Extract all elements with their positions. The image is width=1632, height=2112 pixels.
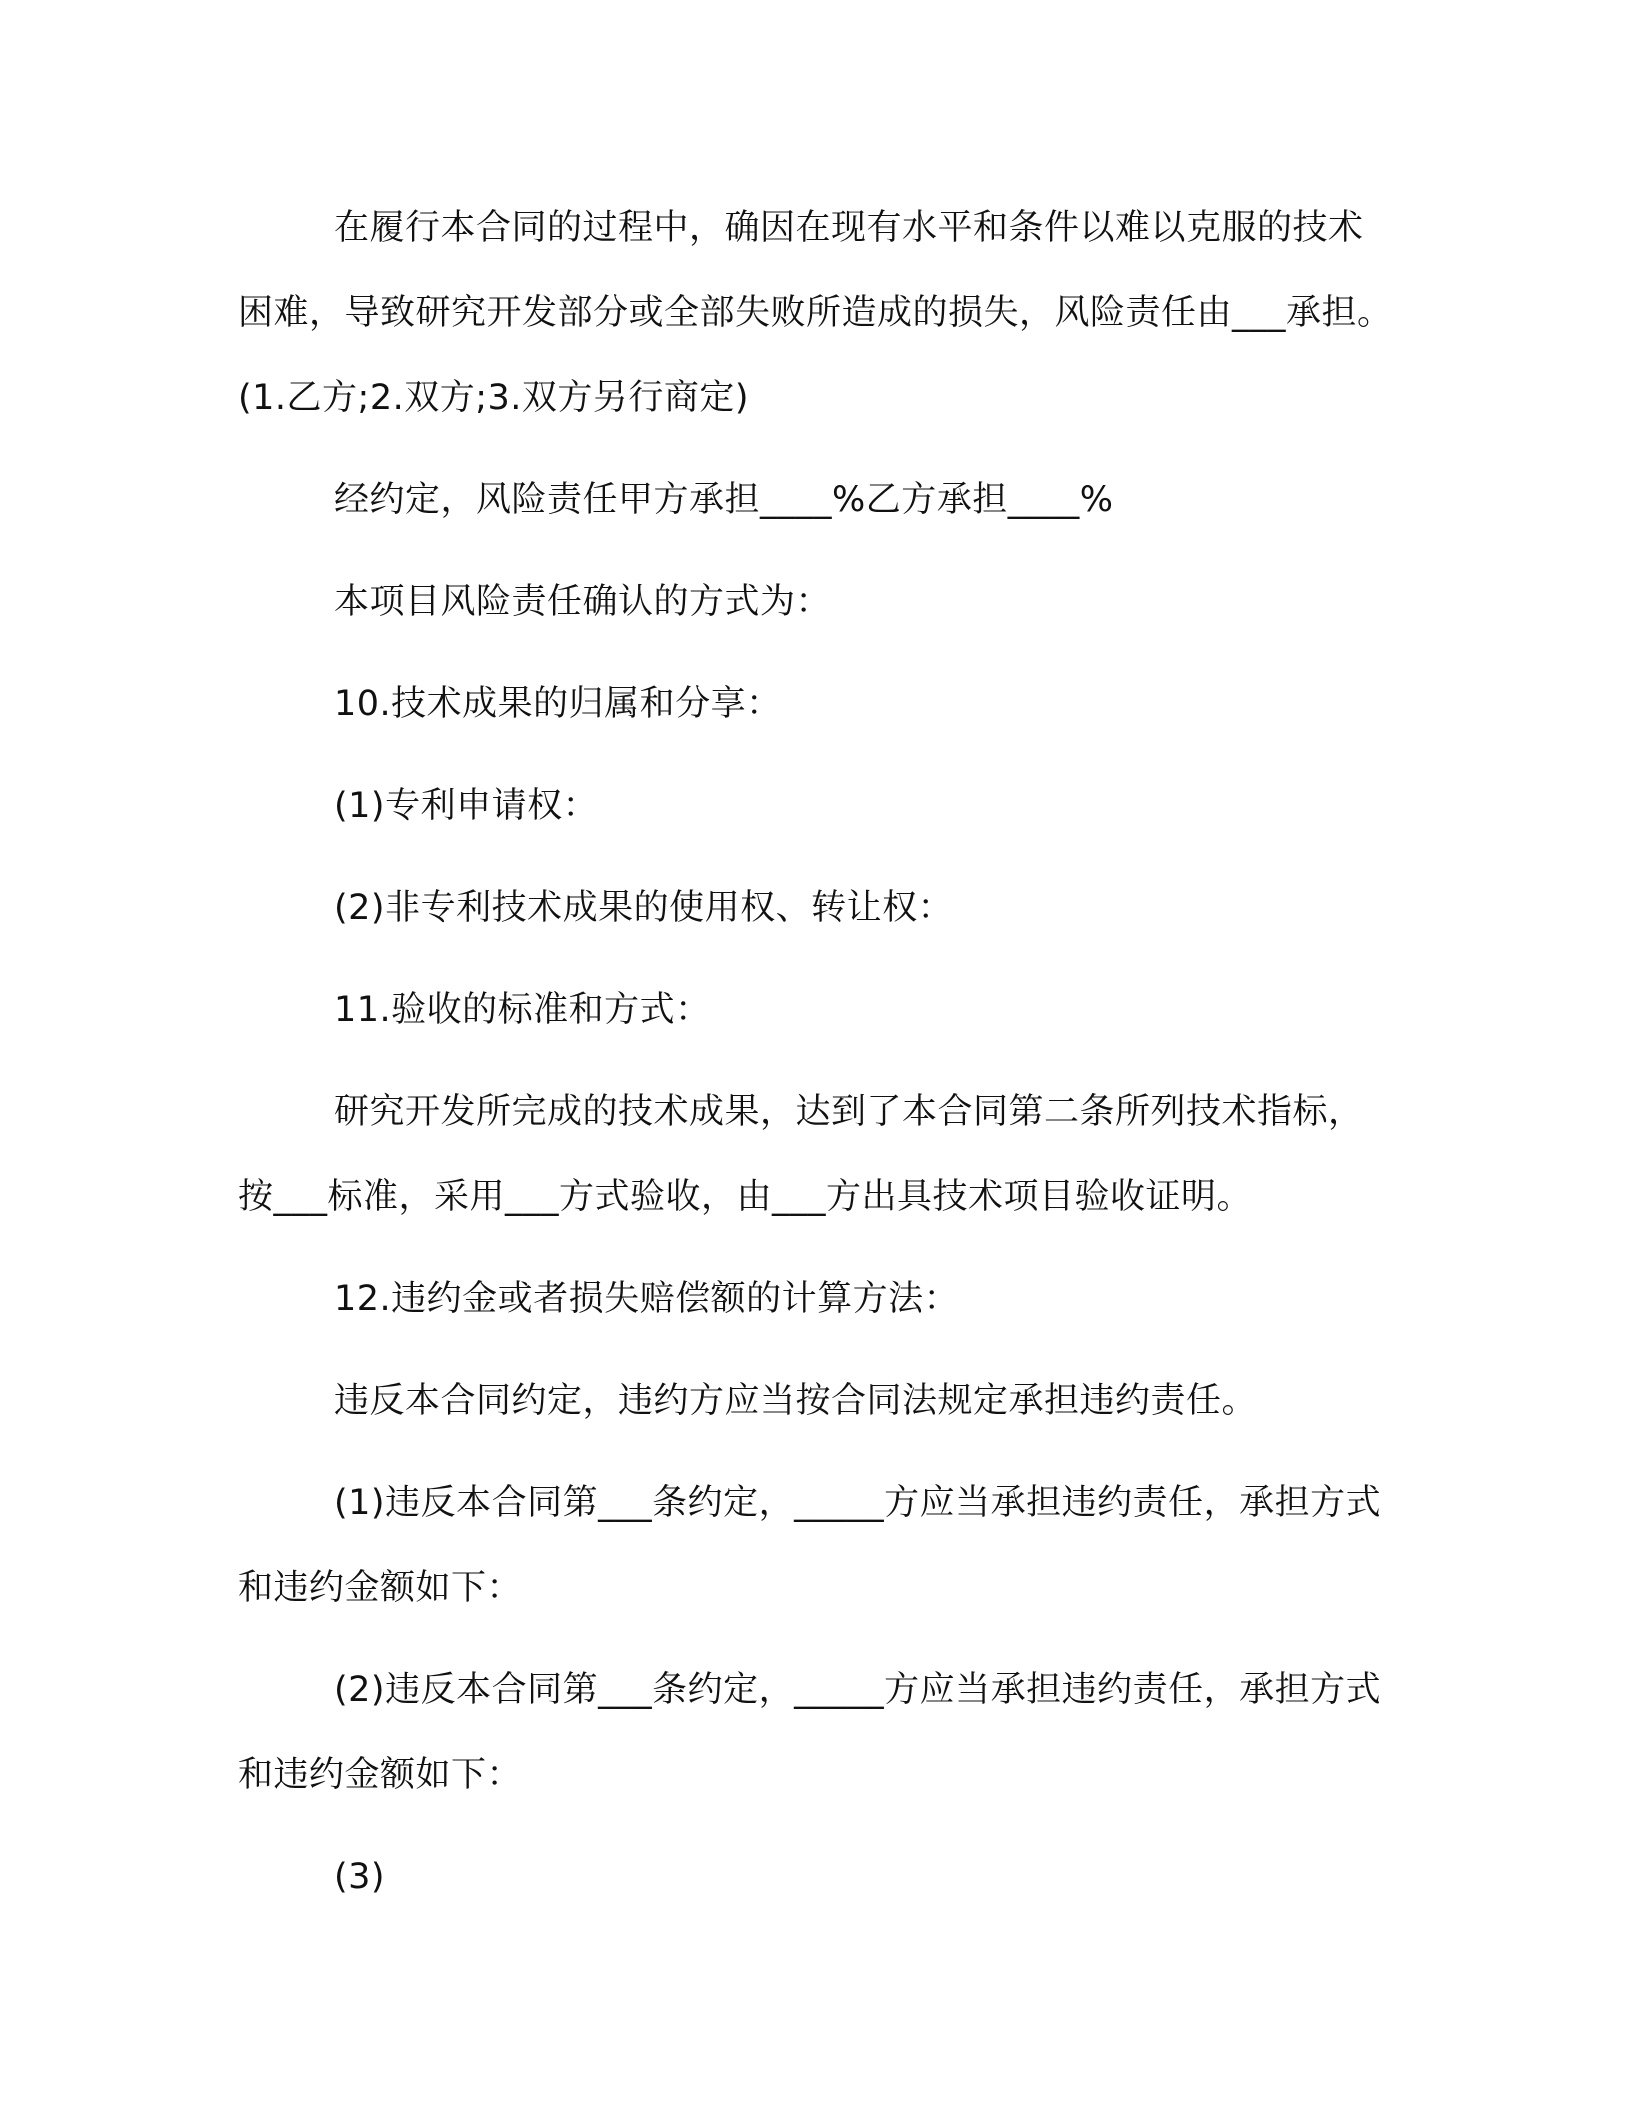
paragraph-breach-item-1: (1)违反本合同第___条约定，_____方应当承担违约责任，承担方式和违约金额如下：: [238, 1483, 1382, 1608]
paragraph-breach-liability: 违反本合同约定，违约方应当按合同法规定承担违约责任。: [334, 1381, 1258, 1421]
paragraph-acceptance-standard: 研究开发所完成的技术成果，达到了本合同第二条所列技术指标，按___标准，采用___方式验收，由___方出具技术项目验收证明。: [238, 1092, 1364, 1217]
document-body: [238, 186, 1394, 1937]
paragraph-risk-liability: 在履行本合同的过程中，确因在现有水平和条件以难以克服的技术困难，导致研究开发部分或全部失败所造成的损失，风险责任由___承担。(1.乙方;2.双方;3.双方另行商定): [238, 208, 1393, 418]
section-heading-ownership: 10.技术成果的归属和分享：: [334, 684, 782, 724]
paragraph-breach-item-2: (2)违反本合同第___条约定，_____方应当承担违约责任，承担方式和违约金额如下：: [238, 1670, 1382, 1795]
paragraph-nonpatent-right: (2)非专利技术成果的使用权、转让权：: [334, 888, 954, 928]
paragraph-risk-confirmation: 本项目风险责任确认的方式为：: [334, 582, 832, 622]
section-heading-acceptance: 11.验收的标准和方式：: [334, 990, 711, 1030]
section-heading-penalty: 12.违约金或者损失赔偿额的计算方法：: [334, 1279, 960, 1319]
paragraph-breach-item-3: (3): [334, 1857, 386, 1897]
paragraph-patent-right: (1)专利申请权：: [334, 786, 599, 826]
paragraph-risk-share: 经约定，风险责任甲方承担____%乙方承担____%: [334, 480, 1114, 520]
